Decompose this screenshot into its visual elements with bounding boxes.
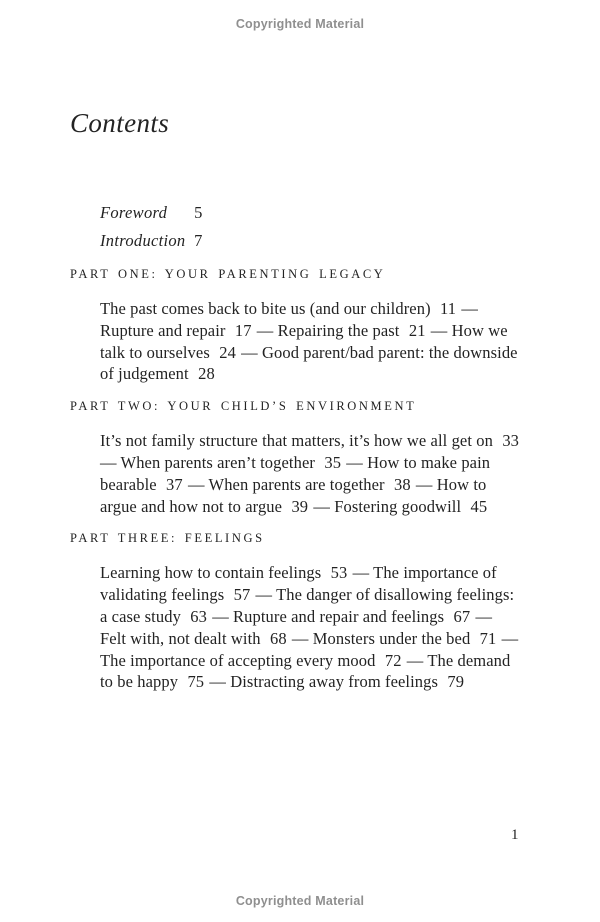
toc-entry-title: When parents are together — [208, 474, 385, 494]
part-two-heading: PART TWO: YOUR CHILD’S ENVIRONMENT — [70, 399, 417, 414]
toc-entry-title: Fostering goodwill — [334, 496, 462, 516]
toc-entry-title: The demand to be happy — [100, 650, 511, 692]
toc-entry-title: It’s not family structure that matters, it’s how we all get on — [100, 431, 493, 451]
front-matter-title: Introduction — [100, 231, 186, 250]
toc-entry-title: Rupture and repair and feelings — [233, 606, 445, 626]
toc-entry-title: How to argue and how not to argue — [100, 474, 487, 516]
part-three-entries: Learning how to contain feelings 53 — The importance of validating feelings 57 — The danger of disallowing feelings: a case study 63 — Rupture and repair and feelings 67 — Felt with, not dealt with 68 — Monsters under the bed 71 — The importance of accepting every mood 72 — The demand to be happy 75 — Distracting away from feelings 79 — [100, 563, 519, 692]
toc-entry-page-number: 53 — [330, 563, 348, 583]
toc-entry-page-number: 67 — [453, 606, 471, 626]
toc-entry-page-number: 68 — [269, 628, 287, 648]
part-one-heading: PART ONE: YOUR PARENTING LEGACY — [70, 267, 386, 281]
toc-entry-page-number: 11 — [440, 299, 457, 318]
toc-entry-title: How we talk to ourselves — [100, 320, 508, 362]
toc-entry-page-number: 63 — [190, 606, 207, 626]
front-matter-item-introduction — [100, 227, 600, 255]
toc-entry-page-number: 24 — [219, 342, 236, 362]
toc-entry-page-number: 72 — [384, 650, 402, 670]
toc-entry-title: Monsters under the bed — [312, 628, 471, 648]
toc-entry-page-number: 79 — [447, 672, 465, 692]
toc-entry-title: Distracting away from feelings — [230, 672, 439, 692]
toc-entry-page-number: 21 — [408, 320, 426, 340]
toc-entry-title: The importance of accepting every mood — [100, 650, 376, 670]
copyright-watermark-top: Copyrighted Material — [235, 17, 365, 31]
toc-entry-title: The danger of disallowing feelings: a case study — [100, 585, 515, 626]
toc-entry-page-number: 38 — [394, 474, 411, 494]
toc-entry-title: Learning how to contain feelings — [100, 563, 322, 583]
toc-entry-title: The past comes back to bite us (and our children) — [100, 299, 431, 318]
front-matter-page-number: 5 — [194, 203, 203, 222]
front-matter-list — [100, 199, 600, 255]
toc-entry-page-number: 39 — [291, 496, 309, 516]
toc-entry-title: Good parent/bad parent: the downside of judgement — [100, 342, 518, 384]
toc-entry-page-number: 33 — [502, 431, 520, 451]
toc-entry-title: The importance of validating feelings — [100, 563, 497, 605]
toc-entry-page-number: 37 — [166, 474, 183, 494]
toc-entry-page-number: 17 — [234, 320, 252, 340]
toc-entry-title: Rupture and repair — [100, 320, 226, 340]
toc-entry-page-number: 57 — [233, 585, 251, 605]
copyright-watermark-bottom: Copyrighted Material — [235, 894, 365, 908]
toc-entry-title: Repairing the past — [277, 320, 400, 340]
toc-entry-page-number: 35 — [324, 452, 342, 472]
front-matter-page-number: 7 — [194, 231, 203, 250]
part-one-entries: The past comes back to bite us (and our children) 11 — Rupture and repair 17 — Repairing the past 21 — How we talk to ourselves 24 — Good parent/bad parent: the downside of judgement 28 — [100, 299, 518, 384]
toc-entry-title: Felt with, not dealt with — [100, 628, 261, 648]
toc-entry-page-number: 71 — [479, 628, 497, 648]
toc-entry-title: When parents aren’t together — [120, 452, 315, 472]
toc-entry-page-number: 75 — [187, 672, 205, 692]
contents-title: Contents — [70, 108, 170, 138]
part-two-entries: It’s not family structure that matters, it’s how we all get on 33 — When parents aren’t together 35 — How to make pain bearable 37 — When parents are together 38 — How to argue and how not to argue 39 — Fostering goodwill 45 — [100, 431, 520, 516]
toc-entry-page-number: 28 — [198, 364, 215, 384]
toc-entry-page-number: 45 — [470, 496, 488, 516]
front-matter-item-foreword — [100, 199, 600, 227]
toc-entry-title: How to make pain bearable — [100, 452, 491, 494]
folio-page-number: 1 — [511, 827, 519, 843]
front-matter-title: Foreword — [100, 203, 168, 222]
part-three-heading: PART THREE: FEELINGS — [70, 531, 265, 546]
